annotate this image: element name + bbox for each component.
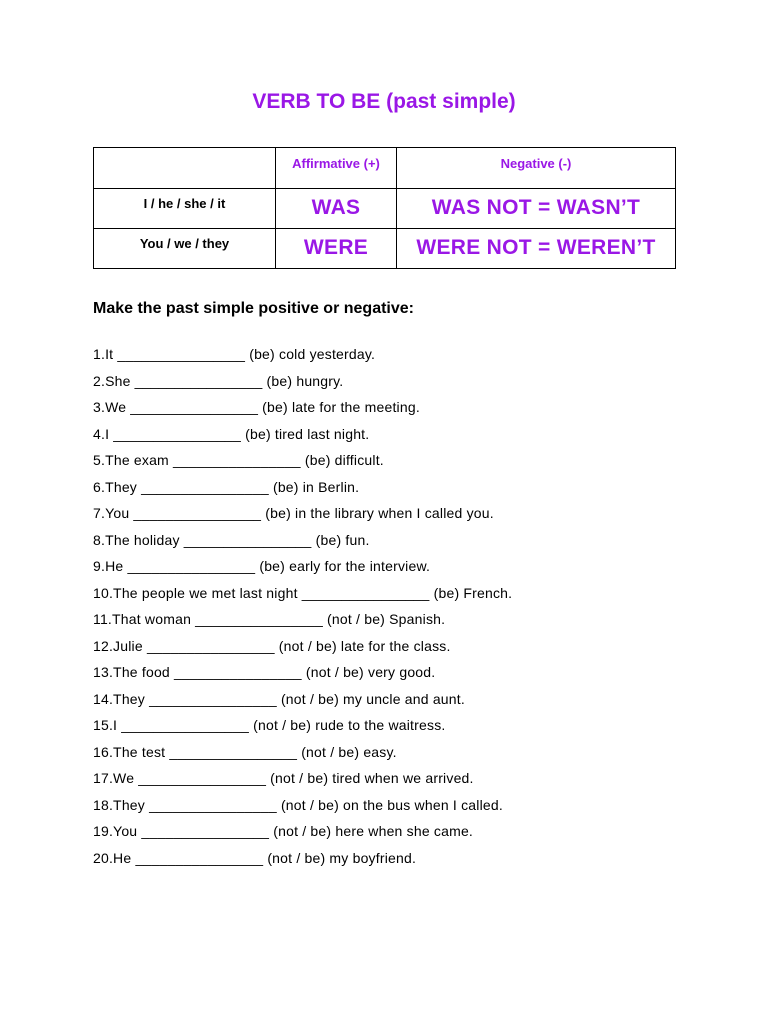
instructions-heading: Make the past simple positive or negative: <box>93 300 414 317</box>
header-cell-empty <box>94 148 276 189</box>
exercise-list <box>93 341 693 871</box>
exercise-item: 15.I ________________ (not / be) rude to the waitress. <box>93 717 446 733</box>
table-header-row <box>94 148 676 189</box>
exercise-item: 11.That woman ________________ (not / be) Spanish. <box>93 611 446 627</box>
exercise-item: 7.You ________________ (be) in the library when I called you. <box>93 505 494 521</box>
exercise-item: 2.She ________________ (be) hungry. <box>93 372 344 389</box>
exercise-item: 20.He ________________ (not / be) my boyfriend. <box>93 849 417 866</box>
exercise-item: 13.The food ________________ (not / be) very good. <box>93 664 436 680</box>
page-title: VERB TO BE (past simple) <box>252 90 516 113</box>
exercise-item: 19.You ________________ (not / be) here when she came. <box>93 823 474 839</box>
exercise-item: 3.We ________________ (be) late for the meeting. <box>93 399 420 415</box>
affirmative-header: Affirmative (+) <box>292 156 380 171</box>
affirmative-form: WAS <box>311 196 361 219</box>
negative-header: Negative (-) <box>500 156 572 171</box>
subject-cell <box>94 189 276 229</box>
exercise-item: 14.They ________________ (not / be) my uncle and aunt. <box>93 690 465 707</box>
subject-label: I / he / she / it <box>143 196 226 211</box>
exercise-item: 16.The test ________________ (not / be) easy. <box>93 743 397 760</box>
negative-cell <box>397 189 676 229</box>
exercise-item: 10.The people we met last night ________________ (be) French. <box>93 584 513 601</box>
grammar-table <box>93 147 676 269</box>
affirmative-cell <box>276 229 397 269</box>
exercise-item: 18.They ________________ (not / be) on the bus when I called. <box>93 796 503 813</box>
exercise-item: 9.He ________________ (be) early for the interview. <box>93 558 431 574</box>
exercise-item: 8.The holiday ________________ (be) fun. <box>93 531 370 548</box>
exercise-item: 6.They ________________ (be) in Berlin. <box>93 478 360 495</box>
subject-label: You / we / they <box>139 236 230 251</box>
affirmative-cell <box>276 189 397 229</box>
exercise-item: 12.Julie ________________ (not / be) late for the class. <box>93 637 451 654</box>
negative-form: WAS NOT = WASN’T <box>431 196 641 219</box>
exercise-item: 1.It ________________ (be) cold yesterday. <box>93 346 376 362</box>
header-cell-affirmative <box>276 148 397 189</box>
header-cell-negative <box>397 148 676 189</box>
table-row <box>94 229 676 269</box>
subject-cell <box>94 229 276 269</box>
exercise-item: 4.I ________________ (be) tired last night. <box>93 425 370 442</box>
negative-cell <box>397 229 676 269</box>
exercise-item: 5.The exam ________________ (be) difficult. <box>93 452 384 468</box>
table-row <box>94 189 676 229</box>
affirmative-form: WERE <box>303 236 369 259</box>
exercise-item: 17.We ________________ (not / be) tired when we arrived. <box>93 770 474 786</box>
negative-form: WERE NOT = WEREN’T <box>416 236 656 259</box>
